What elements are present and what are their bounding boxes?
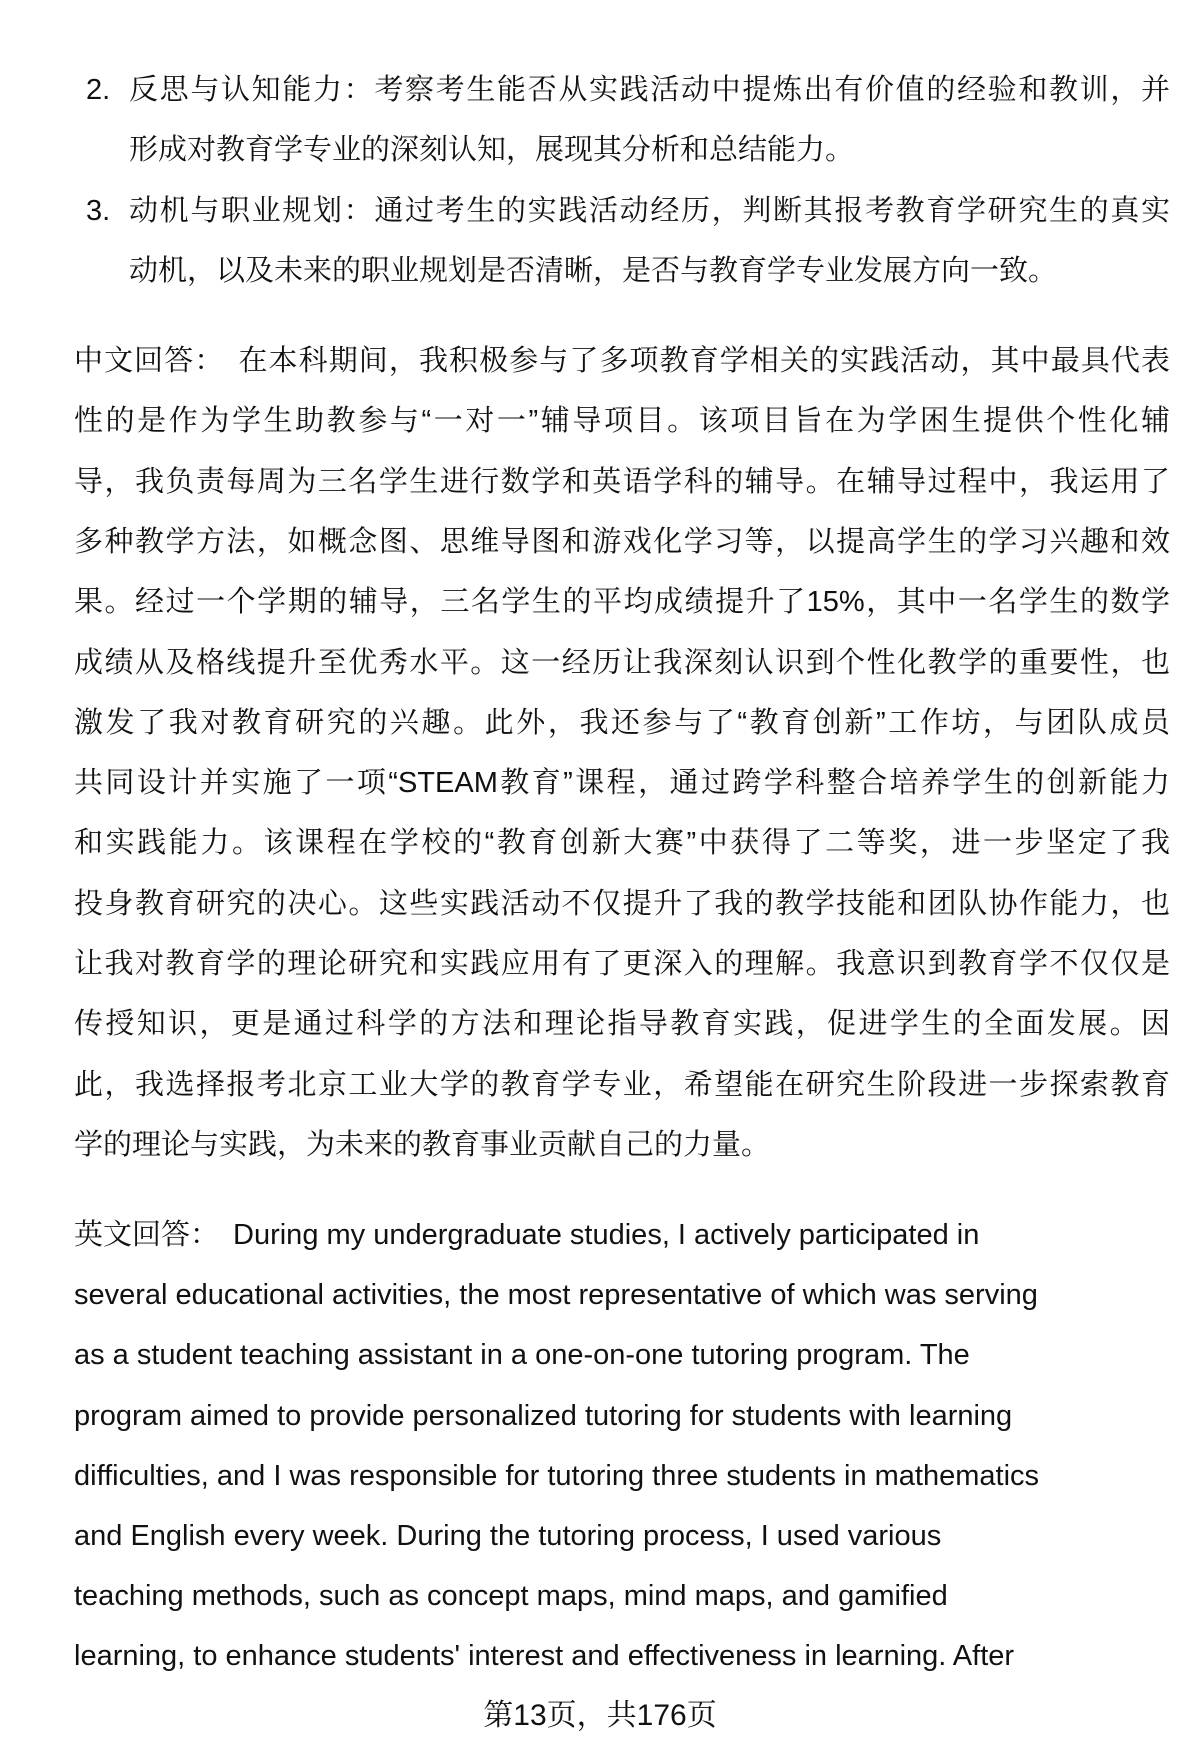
english-answer-text: as a student teaching assistant in a one-on-one tutoring program. The xyxy=(74,1339,970,1372)
english-answer-text: several educational activities, the most representative of which was serving xyxy=(74,1279,1038,1312)
list-item-text: 动机，以及未来的职业规划是否清晰，是否与教育学专业发展方向一致。 xyxy=(129,254,1058,287)
chinese-answer-text: 传授知识，更是通过科学的方法和理论指导教育实践，促进学生的全面发展。因 xyxy=(74,1008,1170,1041)
chinese-answer-line xyxy=(74,341,1170,381)
chinese-answer-text: 共同设计并实施了一项“STEAM教育”课程，通过跨学科整合培养学生的创新能力 xyxy=(74,767,1170,800)
english-answer-text: and English every week. During the tutoring process, I used various xyxy=(74,1520,942,1552)
chinese-answer-text: 果。经过一个学期的辅导，三名学生的平均成绩提升了15%，其中一名学生的数学 xyxy=(74,586,1170,619)
chinese-answer-line xyxy=(74,1065,1170,1105)
english-answer-line xyxy=(74,1456,1170,1496)
english-answer-text: During my undergraduate studies, I actively participated in xyxy=(233,1219,980,1251)
english-answer-line xyxy=(74,1636,1170,1676)
chinese-answer-text: 投身教育研究的决心。这些实践活动不仅提升了我的教学技能和团队协作能力，也 xyxy=(74,887,1170,920)
english-answer-text: learning, to enhance students' interest and effectiveness in learning. After xyxy=(74,1640,1015,1673)
list-item-text: 反思与认知能力：考察考生能否从实践活动中提炼出有价值的经验和教训，并 xyxy=(129,74,1170,106)
chinese-answer-line xyxy=(74,703,1170,743)
chinese-answer-line xyxy=(74,944,1170,984)
list-item-text: 动机与职业规划：通过考生的实践活动经历，判断其报考教育学研究生的真实 xyxy=(129,194,1170,227)
chinese-answer-line xyxy=(74,522,1170,562)
english-answer-label: 英文回答： xyxy=(74,1219,220,1251)
chinese-answer-text: 多种教学方法，如概念图、思维导图和游戏化学习等，以提高学生的学习兴趣和效 xyxy=(74,525,1170,558)
list-item-number: 3. xyxy=(86,194,111,227)
chinese-answer-text: 激发了我对教育研究的兴趣。此外，我还参与了“教育创新”工作坊，与团队成员 xyxy=(74,706,1170,739)
english-answer-text: teaching methods, such as concept maps, mind maps, and gamified xyxy=(74,1580,948,1613)
chinese-answer-text: 此，我选择报考北京工业大学的教育学专业，希望能在研究生阶段进一步探索教育 xyxy=(74,1068,1170,1101)
chinese-answer-line xyxy=(74,1125,1170,1165)
chinese-answer-line xyxy=(74,582,1170,622)
chinese-answer-line xyxy=(74,823,1170,863)
english-answer-line xyxy=(74,1516,1170,1556)
chinese-answer-text: 和实践能力。该课程在学校的“教育创新大赛”中获得了二等奖，进一步坚定了我 xyxy=(74,827,1170,860)
chinese-answer-text: 导，我负责每周为三名学生进行数学和英语学科的辅导。在辅导过程中，我运用了 xyxy=(74,465,1170,498)
chinese-answer-line xyxy=(74,462,1170,502)
chinese-answer-text: 性的是作为学生助教参与“一对一”辅导项目。该项目旨在为学困生提供个性化辅 xyxy=(74,405,1170,438)
chinese-answer-line xyxy=(74,643,1170,683)
list-item-text: 形成对教育学专业的深刻认知，展现其分析和总结能力。 xyxy=(129,134,855,167)
chinese-answer-text: 成绩从及格线提升至优秀水平。这一经历让我深刻认识到个性化教学的重要性，也 xyxy=(74,646,1170,679)
chinese-answer-line xyxy=(74,1004,1170,1044)
english-answer-line xyxy=(74,1335,1170,1375)
chinese-answer-line xyxy=(74,401,1170,441)
chinese-answer-label: 中文回答： xyxy=(74,345,225,377)
english-answer-line xyxy=(74,1576,1170,1616)
english-answer-line xyxy=(74,1275,1170,1315)
chinese-answer-text: 学的理论与实践，为未来的教育事业贡献自己的力量。 xyxy=(74,1128,771,1161)
chinese-answer-line xyxy=(74,763,1170,803)
chinese-answer-text: 在本科期间，我积极参与了多项教育学相关的实践活动，其中最具代表 xyxy=(238,345,1170,377)
page-number: 第13页，共176页 xyxy=(483,1699,717,1732)
english-answer-text: difficulties, and I was responsible for tutoring three students in mathematics xyxy=(74,1459,1040,1492)
chinese-answer-text: 让我对教育学的理论研究和实践应用有了更深入的理解。我意识到教育学不仅仅是 xyxy=(74,948,1170,980)
english-answer-line xyxy=(74,1215,1170,1255)
english-answer-line xyxy=(74,1396,1170,1436)
list-item-number: 2. xyxy=(86,74,111,106)
chinese-answer-line xyxy=(74,884,1170,924)
english-answer-text: program aimed to provide personalized tutoring for students with learning xyxy=(74,1399,1013,1432)
